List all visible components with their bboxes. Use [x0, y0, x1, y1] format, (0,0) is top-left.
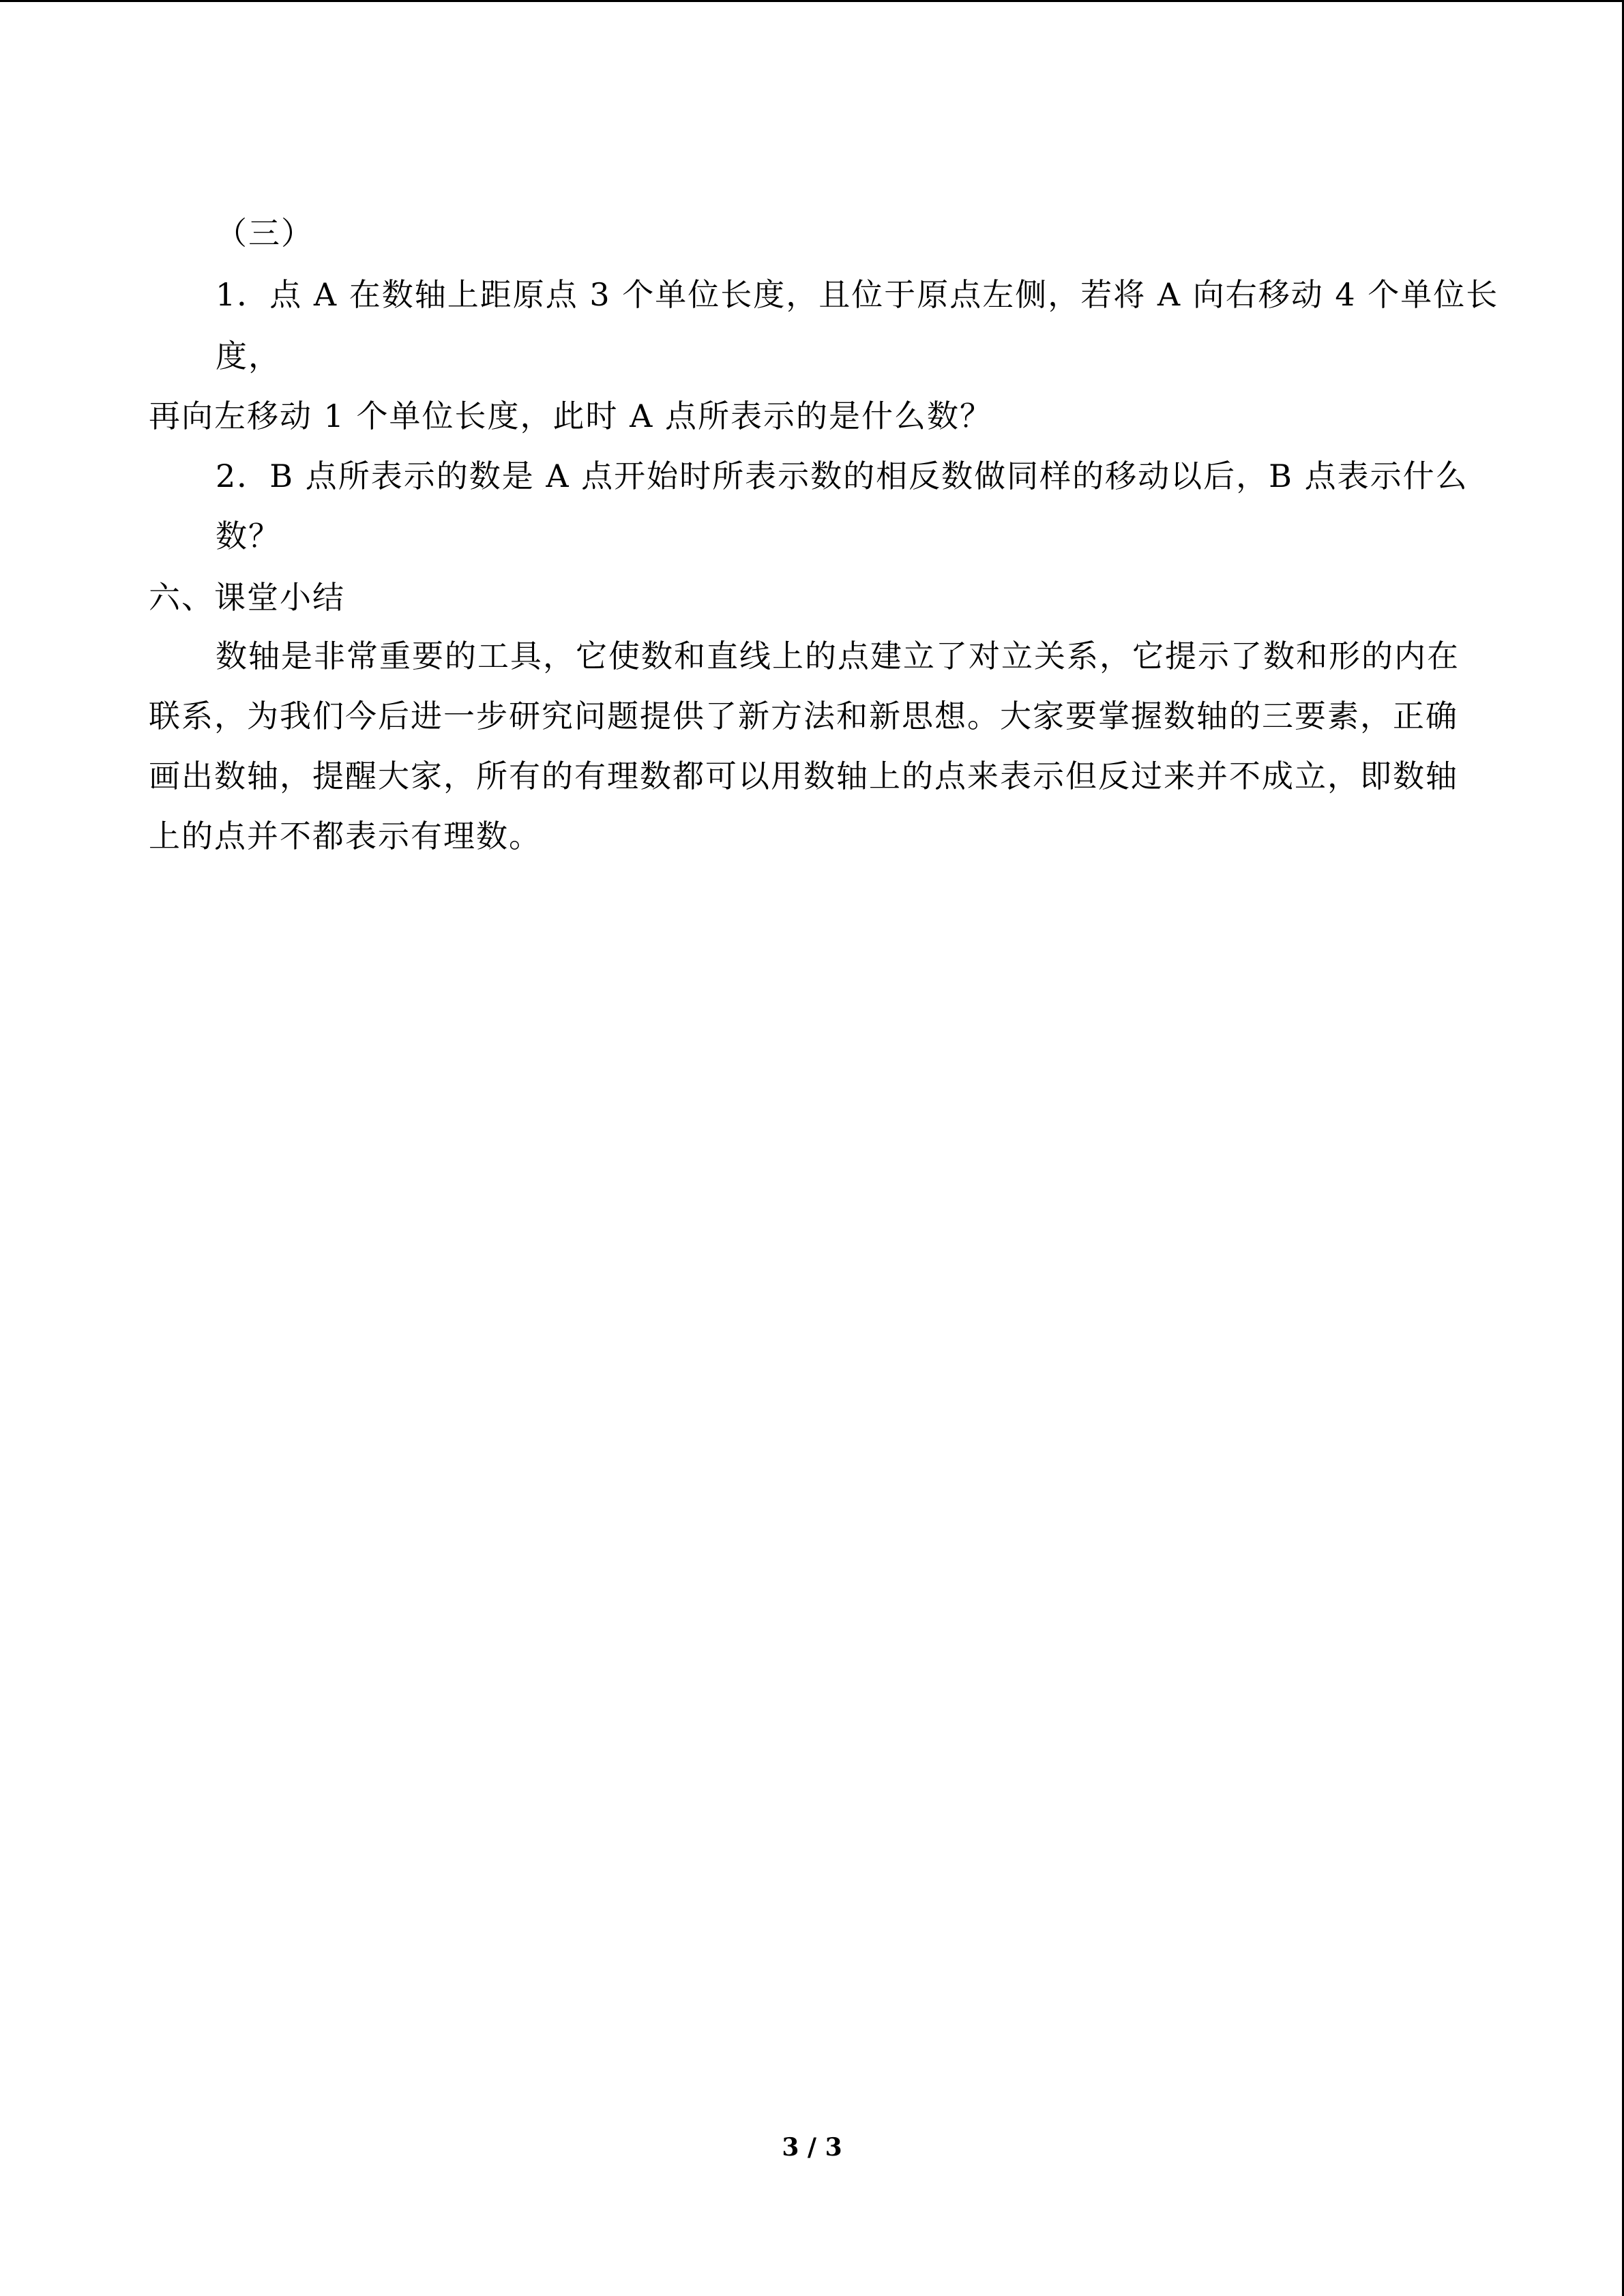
- page-top-border: [0, 0, 1624, 2]
- question-1-line-3: 再向左移动 1 个单位长度，此时 A 点所表示的是什么数？: [149, 398, 992, 434]
- summary-heading: 六、课堂小结: [149, 579, 345, 616]
- question-1-line-2: 度，: [216, 338, 281, 374]
- summary-paragraph-line-4: 上的点并不都表示有理数。: [149, 818, 542, 854]
- summary-paragraph-line-1: 数轴是非常重要的工具，它使数和直线上的点建立了对立关系，它提示了数和形的内在: [216, 638, 1460, 674]
- question-2-line-2: 数？: [216, 518, 281, 554]
- page-number: 3 / 3: [782, 2133, 842, 2162]
- summary-paragraph-line-3: 画出数轴，提醒大家，所有的有理数都可以用数轴上的点来表示但反过来并不成立，即数轴: [149, 758, 1458, 794]
- question-1-line-1: 1．点 A 在数轴上距原点 3 个单位长度，且位于原点左侧，若将 A 向右移动 4 个单位长: [216, 276, 1499, 313]
- summary-paragraph-line-2: 联系，为我们今后进一步研究问题提供了新方法和新思想。大家要掌握数轴的三要素，正确: [149, 698, 1458, 734]
- section-label: （三）: [216, 215, 314, 252]
- question-2-line-1: 2．B 点所表示的数是 A 点开始时所表示数的相反数做同样的移动以后，B 点表示什么: [216, 458, 1468, 494]
